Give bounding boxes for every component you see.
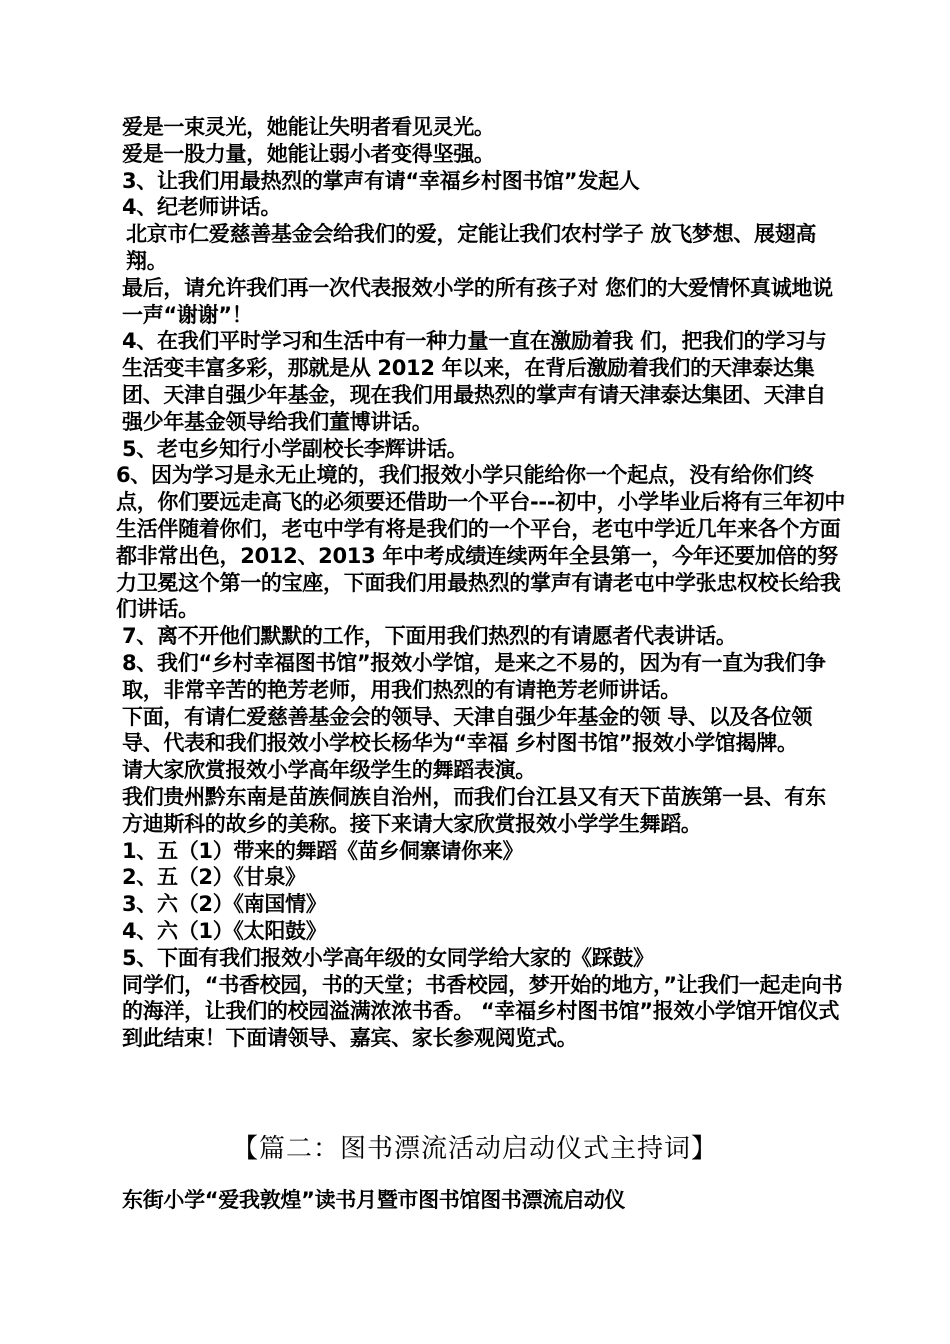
paragraph-guizhou-intro: 我们贵州黔东南是苗族侗族自治州，而我们台江县又有天下苗族第一县、有东方迪斯科的故乡的美称。接下来请大家欣赏报效小学学生舞蹈。 bbox=[122, 784, 826, 836]
paragraph-item-7-volunteers: 7、离不开他们默默的工作，下面用我们热烈的有请愿者代表讲话。 bbox=[122, 624, 737, 649]
program-item-4: 4、六（1）《太阳鼓》 bbox=[122, 918, 327, 943]
paragraph-item-4-tianjin: 4、在我们平时学习和生活中有一种力量一直在激励着我 们，把我们的学习与生活变丰富多彩，那就是从 2012 年以来，在背后激励着我们的天津泰达集团、天津自强少年基金，现在我们用最热烈的掌声有请天津泰达集团、天津自强少年基金领导给我们董博讲话。 bbox=[122, 329, 827, 434]
program-item-1: 1、五（1）带来的舞蹈《苗乡侗寨请你来》 bbox=[122, 838, 524, 863]
paragraph-item-5-li-hui: 5、老屯乡知行小学副校长李辉讲话。 bbox=[122, 436, 468, 461]
paragraph-love-light: 爱是一束灵光，她能让失明者看见灵光。 bbox=[122, 115, 495, 139]
program-item-2: 2、五（2）《甘泉》 bbox=[122, 865, 306, 890]
section-title: 【篇二：图书漂流活动启动仪式主持词】 bbox=[231, 1134, 718, 1164]
paragraph-dance-intro: 请大家欣赏报效小学高年级学生的舞蹈表演。 bbox=[122, 758, 536, 783]
paragraph-item-6-middle-school: 6、因为学习是永无止境的，我们报效小学只能给你一个起点，没有给你们终点，你们要远走高飞的必须要还借助一个平台---初中，小学毕业后将有三年初中生活伴随着你们，老屯中学有将是我们的一个平台，老屯中学近几年来各个方面都非常出色，2012、2013 年中考成绩连续两年全县第一，今年还要加倍的努力卫冕这个第一的宝座，下面我们用最热烈的掌声有请老屯中学张忠权校长给我们讲话。 bbox=[116, 463, 846, 622]
paragraph-item-8-yanfang: 8、我们“乡村幸福图书馆”报效小学馆，是来之不易的，因为有一直为我们争取，非常辛苦的艳芳老师，用我们热烈的有请艳芳老师讲话。 bbox=[122, 650, 826, 702]
program-item-5: 5、下面有我们报效小学高年级的女同学给大家的《踩鼓》 bbox=[122, 945, 654, 970]
paragraph-love-power: 爱是一股力量，她能让弱小者变得坚强。 bbox=[122, 141, 495, 166]
paragraph-item-4-ji-speech: 4、纪老师讲话。 bbox=[122, 195, 282, 220]
document-body bbox=[116, 114, 846, 1052]
paragraph-thanks: 最后，请允许我们再一次代表报效小学的所有孩子对 您们的大爱情怀真诚地说一声“谢谢”！ bbox=[122, 275, 833, 327]
paragraph-unveiling: 下面，有请仁爱慈善基金会的领导、天津自强少年基金的领 导、以及各位领导、代表和我们报效小学校长杨华为“幸福 乡村图书馆”报效小学馆揭牌。 bbox=[122, 704, 813, 756]
sub-title: 东街小学“爱我敦煌”读书月暨市图书馆图书漂流启动仪 bbox=[122, 1188, 626, 1212]
paragraph-closing: 同学们，“书香校园，书的天堂；书香校园，梦开始的地方，”让我们一起走向书的海洋，让我们的校园溢满浓浓书香。 “幸福乡村图书馆”报效小学馆开馆仪式到此结束！下面请领导、嘉宾、家长参观阅览式。 bbox=[122, 972, 843, 1051]
paragraph-beijing-foundation: 北京市仁爱慈善基金会给我们的爱，定能让我们农村学子 放飞梦想、展翅高翔。 bbox=[126, 222, 817, 273]
program-item-3: 3、六（2）《南国情》 bbox=[122, 892, 327, 917]
paragraph-item-3-founder: 3、让我们用最热烈的掌声有请“幸福乡村图书馆”发起人 bbox=[122, 168, 640, 193]
